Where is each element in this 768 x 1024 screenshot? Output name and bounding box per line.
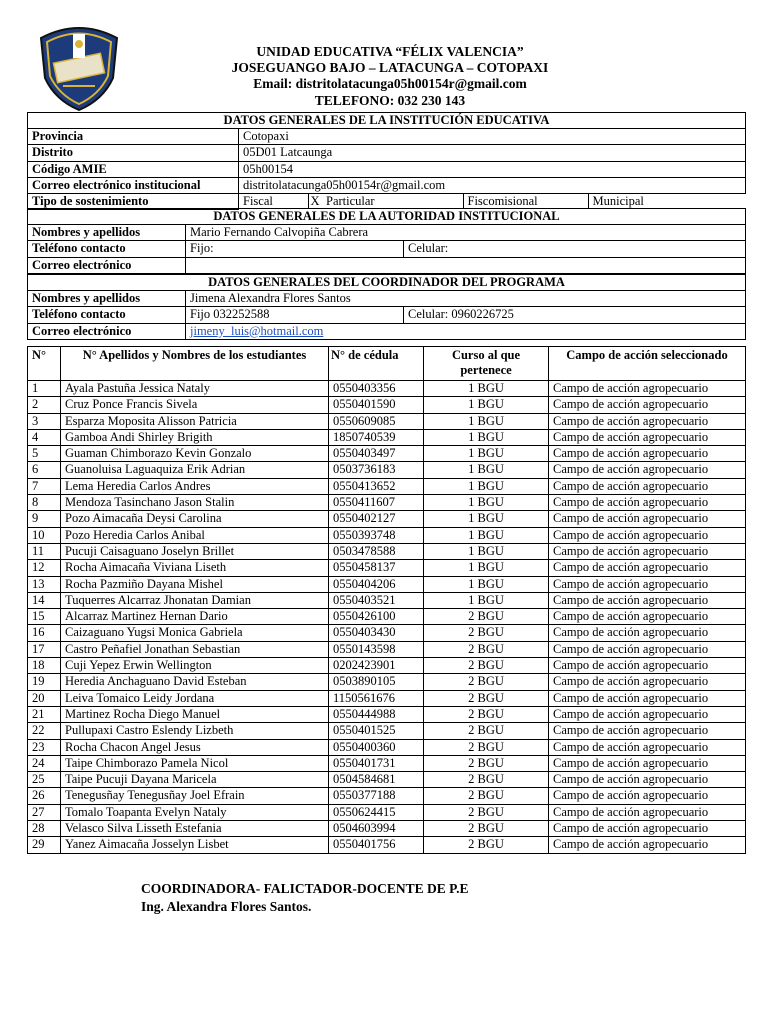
row-number: 17 (28, 641, 61, 657)
correo-institucional-label: Correo electrónico institucional (28, 177, 239, 193)
student-name: Lema Heredia Carlos Andres (61, 478, 329, 494)
curso: 1 BGU (424, 560, 549, 576)
table-row (28, 592, 746, 608)
campo-accion: Campo de acción agropecuario (549, 527, 746, 543)
campo-accion: Campo de acción agropecuario (549, 755, 746, 771)
row-number: 26 (28, 788, 61, 804)
cedula: 0550411607 (329, 495, 424, 511)
cedula: 0550403497 (329, 446, 424, 462)
table-row (28, 511, 746, 527)
table-row (28, 560, 746, 576)
table-row (28, 543, 746, 559)
row-number: 15 (28, 609, 61, 625)
curso: 1 BGU (424, 511, 549, 527)
student-name: Ayala Pastuña Jessica Nataly (61, 381, 329, 397)
campo-accion: Campo de acción agropecuario (549, 446, 746, 462)
student-name: Tuquerres Alcarraz Jhonatan Damian (61, 592, 329, 608)
curso: 1 BGU (424, 429, 549, 445)
provincia-label: Provincia (28, 129, 239, 145)
row-number: 14 (28, 592, 61, 608)
school-name: UNIDAD EDUCATIVA “FÉLIX VALENCIA” (256, 44, 524, 59)
authority-nombres-label: Nombres y apellidos (28, 225, 186, 241)
coordinator-fijo: Fijo 032252588 (186, 307, 404, 323)
campo-accion: Campo de acción agropecuario (549, 495, 746, 511)
curso: 1 BGU (424, 413, 549, 429)
row-number: 11 (28, 543, 61, 559)
table-row (28, 446, 746, 462)
row-number: 3 (28, 413, 61, 429)
row-number: 16 (28, 625, 61, 641)
school-email: Email: distritolatacunga05h00154r@gmail.com (253, 76, 527, 92)
row-number: 12 (28, 560, 61, 576)
table-row (28, 706, 746, 722)
coordinator-correo-cell (186, 323, 746, 339)
student-name: Guanoluisa Laguaquiza Erik Adrian (61, 462, 329, 478)
signature-block (141, 880, 469, 916)
cedula: 0550609085 (329, 413, 424, 429)
curso: 2 BGU (424, 837, 549, 853)
cedula: 0550401590 (329, 397, 424, 413)
student-name: Heredia Anchaguano David Esteban (61, 674, 329, 690)
students-table (27, 346, 746, 854)
authority-celular: Celular: (404, 241, 746, 257)
student-name: Rocha Pazmiño Dayana Mishel (61, 576, 329, 592)
student-name: Cuji Yepez Erwin Wellington (61, 658, 329, 674)
table-row (28, 381, 746, 397)
campo-accion: Campo de acción agropecuario (549, 804, 746, 820)
option-municipal: Municipal (588, 194, 746, 208)
cedula: 0503478588 (329, 543, 424, 559)
student-name: Guaman Chimborazo Kevin Gonzalo (61, 446, 329, 462)
curso: 1 BGU (424, 527, 549, 543)
table-row (28, 723, 746, 739)
table-row (28, 527, 746, 543)
table-row (28, 804, 746, 820)
cedula: 0503736183 (329, 462, 424, 478)
provincia-value: Cotopaxi (239, 129, 746, 145)
campo-accion: Campo de acción agropecuario (549, 592, 746, 608)
student-name: Alcarraz Martinez Hernan Dario (61, 609, 329, 625)
table-row (28, 739, 746, 755)
campo-accion: Campo de acción agropecuario (549, 381, 746, 397)
coordinator-email-link[interactable]: jimeny_luis@hotmail.com (190, 323, 324, 338)
row-number: 22 (28, 723, 61, 739)
table-row (28, 690, 746, 706)
cedula: 0550377188 (329, 788, 424, 804)
campo-accion: Campo de acción agropecuario (549, 560, 746, 576)
curso: 2 BGU (424, 772, 549, 788)
authority-nombres-value: Mario Fernando Calvopiña Cabrera (186, 225, 746, 241)
amie-label: Código AMIE (28, 161, 239, 177)
table-row (28, 609, 746, 625)
campo-accion: Campo de acción agropecuario (549, 641, 746, 657)
curso: 2 BGU (424, 690, 549, 706)
campo-accion: Campo de acción agropecuario (549, 543, 746, 559)
campo-accion: Campo de acción agropecuario (549, 609, 746, 625)
cedula: 1850740539 (329, 429, 424, 445)
student-name: Leiva Tomaico Leidy Jordana (61, 690, 329, 706)
cedula: 0550413652 (329, 478, 424, 494)
curso: 1 BGU (424, 543, 549, 559)
header-number: N° (28, 347, 61, 381)
campo-accion: Campo de acción agropecuario (549, 576, 746, 592)
cedula: 0550403521 (329, 592, 424, 608)
row-number: 10 (28, 527, 61, 543)
curso: 1 BGU (424, 478, 549, 494)
row-number: 20 (28, 690, 61, 706)
distrito-label: Distrito (28, 145, 239, 161)
campo-accion: Campo de acción agropecuario (549, 625, 746, 641)
student-name: Pullupaxi Castro Eslendy Lizbeth (61, 723, 329, 739)
table-row (28, 658, 746, 674)
curso: 1 BGU (424, 397, 549, 413)
campo-accion: Campo de acción agropecuario (549, 658, 746, 674)
table-row (28, 625, 746, 641)
coordinator-correo-label: Correo electrónico (28, 323, 186, 339)
option-mark: X (308, 194, 322, 208)
authority-telefono-label: Teléfono contacto (28, 241, 186, 257)
student-name: Pucuji Caisaguano Joselyn Brillet (61, 543, 329, 559)
student-name: Pozo Heredia Carlos Anibal (61, 527, 329, 543)
campo-accion: Campo de acción agropecuario (549, 723, 746, 739)
row-number: 5 (28, 446, 61, 462)
student-name: Yanez Aimacaña Josselyn Lisbet (61, 837, 329, 853)
table-row (28, 397, 746, 413)
row-number: 24 (28, 755, 61, 771)
row-number: 13 (28, 576, 61, 592)
amie-value: 05h00154 (239, 161, 746, 177)
table-row (28, 755, 746, 771)
header-student-name: N° Apellidos y Nombres de los estudiantes (61, 347, 329, 381)
table-row (28, 772, 746, 788)
campo-accion: Campo de acción agropecuario (549, 772, 746, 788)
campo-accion: Campo de acción agropecuario (549, 674, 746, 690)
document-header (150, 44, 630, 109)
table-row (28, 821, 746, 837)
row-number: 29 (28, 837, 61, 853)
cedula: 0550624415 (329, 804, 424, 820)
signature-role: COORDINADORA- FALICTADOR-DOCENTE DE P.E (141, 881, 469, 896)
student-name: Caizaguano Yugsi Monica Gabriela (61, 625, 329, 641)
cedula: 0504584681 (329, 772, 424, 788)
option-particular: Particular (326, 194, 375, 209)
row-number: 4 (28, 429, 61, 445)
student-name: Velasco Silva Lisseth Estefania (61, 821, 329, 837)
curso: 2 BGU (424, 804, 549, 820)
distrito-value: 05D01 Latcaunga (239, 145, 746, 161)
campo-accion: Campo de acción agropecuario (549, 821, 746, 837)
coordinator-telefono-label: Teléfono contacto (28, 307, 186, 323)
school-phone: TELEFONO: 032 230 143 (314, 92, 466, 108)
curso: 2 BGU (424, 723, 549, 739)
curso: 1 BGU (424, 381, 549, 397)
student-name: Castro Peñafiel Jonathan Sebastian (61, 641, 329, 657)
option-fiscomisional: Fiscomisional (463, 194, 588, 208)
table-row (28, 576, 746, 592)
campo-accion: Campo de acción agropecuario (549, 511, 746, 527)
table-row (28, 495, 746, 511)
institution-info-table (27, 112, 746, 210)
student-rows (28, 381, 746, 854)
campo-accion: Campo de acción agropecuario (549, 706, 746, 722)
campo-accion: Campo de acción agropecuario (549, 690, 746, 706)
authority-section-title: DATOS GENERALES DE LA AUTORIDAD INSTITUCIONAL (28, 209, 746, 225)
curso: 2 BGU (424, 788, 549, 804)
cedula: 0550400360 (329, 739, 424, 755)
student-name: Tomalo Toapanta Evelyn Nataly (61, 804, 329, 820)
row-number: 27 (28, 804, 61, 820)
student-name: Esparza Moposita Alisson Patricia (61, 413, 329, 429)
curso: 1 BGU (424, 576, 549, 592)
signature-name: Ing. Alexandra Flores Santos. (141, 899, 312, 914)
coordinator-nombres-value: Jimena Alexandra Flores Santos (186, 291, 746, 307)
cedula: 0550404206 (329, 576, 424, 592)
curso: 1 BGU (424, 446, 549, 462)
curso: 1 BGU (424, 462, 549, 478)
campo-accion: Campo de acción agropecuario (549, 462, 746, 478)
cedula: 0503890105 (329, 674, 424, 690)
table-row (28, 462, 746, 478)
table-row (28, 429, 746, 445)
cedula: 0550401525 (329, 723, 424, 739)
cedula: 0550403356 (329, 381, 424, 397)
header-campo: Campo de acción seleccionado (549, 347, 746, 381)
student-name: Tenegusñay Tenegusñay Joel Efrain (61, 788, 329, 804)
cedula: 0504603994 (329, 821, 424, 837)
row-number: 18 (28, 658, 61, 674)
coordinator-info-table (27, 274, 746, 340)
authority-info-table (27, 208, 746, 274)
student-name: Taipe Pucuji Dayana Maricela (61, 772, 329, 788)
school-location: JOSEGUANGO BAJO – LATACUNGA – COTOPAXI (231, 60, 549, 76)
student-name: Rocha Chacon Angel Jesus (61, 739, 329, 755)
row-number: 1 (28, 381, 61, 397)
coordinator-nombres-label: Nombres y apellidos (28, 291, 186, 307)
table-row (28, 837, 746, 853)
curso: 2 BGU (424, 658, 549, 674)
student-name: Gamboa Andi Shirley Brigith (61, 429, 329, 445)
cedula: 0550143598 (329, 641, 424, 657)
cedula: 0550403430 (329, 625, 424, 641)
curso: 1 BGU (424, 495, 549, 511)
cedula: 0202423901 (329, 658, 424, 674)
row-number: 2 (28, 397, 61, 413)
campo-accion: Campo de acción agropecuario (549, 837, 746, 853)
table-row (28, 788, 746, 804)
curso: 2 BGU (424, 625, 549, 641)
curso: 2 BGU (424, 755, 549, 771)
header-curso: Curso al que pertenece (424, 347, 549, 381)
cedula: 0550402127 (329, 511, 424, 527)
coordinator-celular: Celular: 0960226725 (404, 307, 746, 323)
campo-accion: Campo de acción agropecuario (549, 478, 746, 494)
institution-section-title: DATOS GENERALES DE LA INSTITUCIÓN EDUCATIVA (28, 113, 746, 129)
row-number: 7 (28, 478, 61, 494)
row-number: 9 (28, 511, 61, 527)
row-number: 25 (28, 772, 61, 788)
school-crest-logo (33, 20, 125, 112)
row-number: 23 (28, 739, 61, 755)
authority-correo-value (186, 257, 746, 273)
row-number: 28 (28, 821, 61, 837)
campo-accion: Campo de acción agropecuario (549, 739, 746, 755)
cedula: 0550401731 (329, 755, 424, 771)
cedula: 0550458137 (329, 560, 424, 576)
table-row (28, 413, 746, 429)
table-row (28, 641, 746, 657)
row-number: 21 (28, 706, 61, 722)
table-row (28, 478, 746, 494)
row-number: 6 (28, 462, 61, 478)
curso: 2 BGU (424, 641, 549, 657)
student-name: Mendoza Tasinchano Jason Stalin (61, 495, 329, 511)
curso: 2 BGU (424, 821, 549, 837)
student-name: Rocha Aimacaña Viviana Liseth (61, 560, 329, 576)
cedula: 0550393748 (329, 527, 424, 543)
option-fiscal: Fiscal (243, 194, 273, 209)
student-name: Pozo Aimacaña Deysi Carolina (61, 511, 329, 527)
table-row (28, 674, 746, 690)
coordinator-section-title: DATOS GENERALES DEL COORDINADOR DEL PROGRAMA (28, 275, 746, 291)
curso: 1 BGU (424, 592, 549, 608)
cedula: 0550401756 (329, 837, 424, 853)
cedula: 0550426100 (329, 609, 424, 625)
row-number: 19 (28, 674, 61, 690)
campo-accion: Campo de acción agropecuario (549, 413, 746, 429)
campo-accion: Campo de acción agropecuario (549, 788, 746, 804)
authority-correo-label: Correo electrónico (28, 257, 186, 273)
student-name: Taipe Chimborazo Pamela Nicol (61, 755, 329, 771)
curso: 2 BGU (424, 674, 549, 690)
sostenimiento-label: Tipo de sostenimiento (28, 194, 239, 210)
curso: 2 BGU (424, 706, 549, 722)
curso: 2 BGU (424, 609, 549, 625)
authority-fijo: Fijo: (186, 241, 404, 257)
student-name: Martinez Rocha Diego Manuel (61, 706, 329, 722)
campo-accion: Campo de acción agropecuario (549, 429, 746, 445)
campo-accion: Campo de acción agropecuario (549, 397, 746, 413)
cedula: 0550444988 (329, 706, 424, 722)
row-number: 8 (28, 495, 61, 511)
curso: 2 BGU (424, 739, 549, 755)
student-name: Cruz Ponce Francis Sivela (61, 397, 329, 413)
correo-institucional-value: distritolatacunga05h00154r@gmail.com (239, 177, 746, 193)
cedula: 1150561676 (329, 690, 424, 706)
header-cedula: N° de cédula (329, 347, 424, 381)
